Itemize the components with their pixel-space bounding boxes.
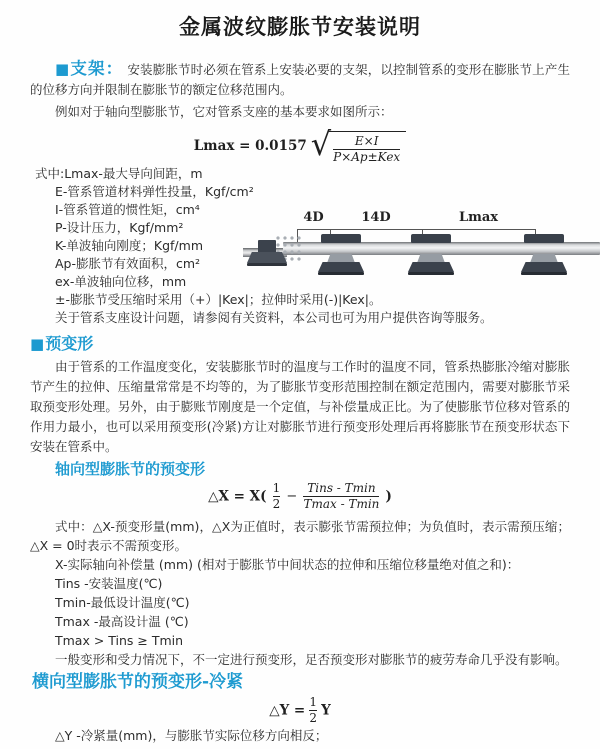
axial-note-line: X-实际轴向补偿量 (mm) (相对于膨胀节中间状态的拉伸和压缩位移量绝对值之和)： [55, 557, 520, 573]
axial-formula-rhs: ) [385, 488, 392, 505]
section-square-icon: ■ [30, 335, 45, 353]
axial-note-line: Tins -安装温度(℃) [55, 576, 163, 592]
support-intro-text: 安装膨胀节时必须在管系上安装必要的支架，以控制管系的变形在膨胀节上产生的位移方向并限制在膨胀节的额定位移范围内。 [30, 62, 570, 97]
definition-line: P-设计压力，Kgf/mm² [55, 220, 184, 235]
definition-line: I-管系管道的惯性矩，cm⁴ [55, 202, 200, 217]
definition-line: 式中:Lmax-最大导向间距，m [35, 166, 203, 181]
half-numerator: 1 [272, 481, 281, 495]
dim-label-4d: 4D [303, 210, 324, 225]
axial-formula-numerator: Tins - Tmin [307, 481, 376, 495]
minus-sign: − [286, 489, 298, 504]
section-square-icon: ■ [55, 60, 70, 78]
support-consulting-note: 关于管系支座设计问题，请参阅有关资料，本公司也可为用户提供咨询等服务。 [55, 310, 493, 325]
page-title: 金属波纹膨胀节安装说明 [179, 15, 421, 39]
definition-line: Ap-膨胀节有效面积，cm² [55, 256, 201, 271]
axial-preform-formula [0, 481, 600, 515]
support-section-heading: 支架： [70, 59, 124, 78]
preform-paragraph: 由于管系的工作温度变化，安装膨胀节时的温度与工作时的温度不同，管系热膨胀冷缩对膨胀节产生的拉伸、压缩量常常是不均等的，为了膨胀节变形范围控制在额定范围内，需要对膨胀节采取预变形处理。另外，由于膨账节刚度是一个定值，与补偿量成正比。为了使膨胀节位移对管系的作用力最小，也可以采用预变形(冷紧)方让对膨胀节进行预变形处理后再将膨胀节在预变形状态下安装在管系中。 [30, 359, 570, 454]
dim-label-14d: 14D [361, 210, 391, 225]
formula-definitions-list [35, 165, 600, 327]
lmax-formula [0, 125, 600, 164]
lmax-formula-denominator: P×Ap±Kex [333, 150, 401, 164]
axial-note-line: Tmax -最高设计温 (℃) [55, 614, 189, 630]
definition-line: K-单波轴向刚度；Kgf/mm [55, 238, 203, 253]
lateral-preform-heading: 横向型膨胀节的预变形-冷紧 [32, 672, 244, 693]
lateral-formula-lhs: △Y = [269, 702, 306, 719]
axial-preform-heading: 轴向型膨胀节的预变形 [55, 460, 206, 478]
lmax-formula-lhs: Lmax = 0.0157 [193, 138, 307, 154]
axial-note-line: 一般变形和受力情况下，不一定进行预变形，足否预变形对膨胀节的疲劳寿命几乎没有影响。 [55, 652, 568, 668]
half-denominator: 2 [309, 711, 318, 726]
support-example-line: 例如对于轴向型膨胀节，它对管系支座的基本要求如图所示： [55, 104, 393, 119]
lmax-formula-numerator: E×I [354, 134, 379, 148]
definition-line: ex-单波轴向位移，mm [55, 274, 187, 289]
lateral-preform-formula [0, 695, 600, 726]
definition-line: E-管系管道材料弹性投量，Kgf/cm² [55, 184, 254, 199]
axial-note-line: Tmin-最低设计温度(℃) [55, 595, 190, 611]
axial-formula-lhs: △X = X( [208, 488, 267, 505]
half-numerator: 1 [309, 695, 318, 710]
axial-formula-denominator: Tmax - Tmin [303, 497, 380, 511]
axial-note-paragraph: 式中：△X-预变形量(mm)，△X为正值时，表示膨张节需预拉伸；为负值时，表示需预压缩；△X = 0时表示不需预变形。 [30, 519, 570, 554]
sqrt-radical [311, 127, 406, 165]
sqrt-symbol: √ [310, 125, 332, 163]
preform-section-heading: ■预变形 [30, 334, 94, 353]
dim-label-lmax: Lmax [458, 210, 499, 225]
half-denominator: 2 [272, 497, 281, 511]
lateral-formula-rhs: Y [321, 702, 331, 719]
support-intro-paragraph [30, 59, 570, 100]
lateral-note-line: △Y -冷紧量(mm)，与膨胀节实际位移方向相反； [55, 728, 328, 744]
definition-line: ±-膨胀节受压缩时采用（+）|Kex|；拉伸时采用(-)|Kex|。 [55, 292, 382, 307]
axial-note-line: Tmax > Tins ≥ Tmin [55, 633, 184, 649]
